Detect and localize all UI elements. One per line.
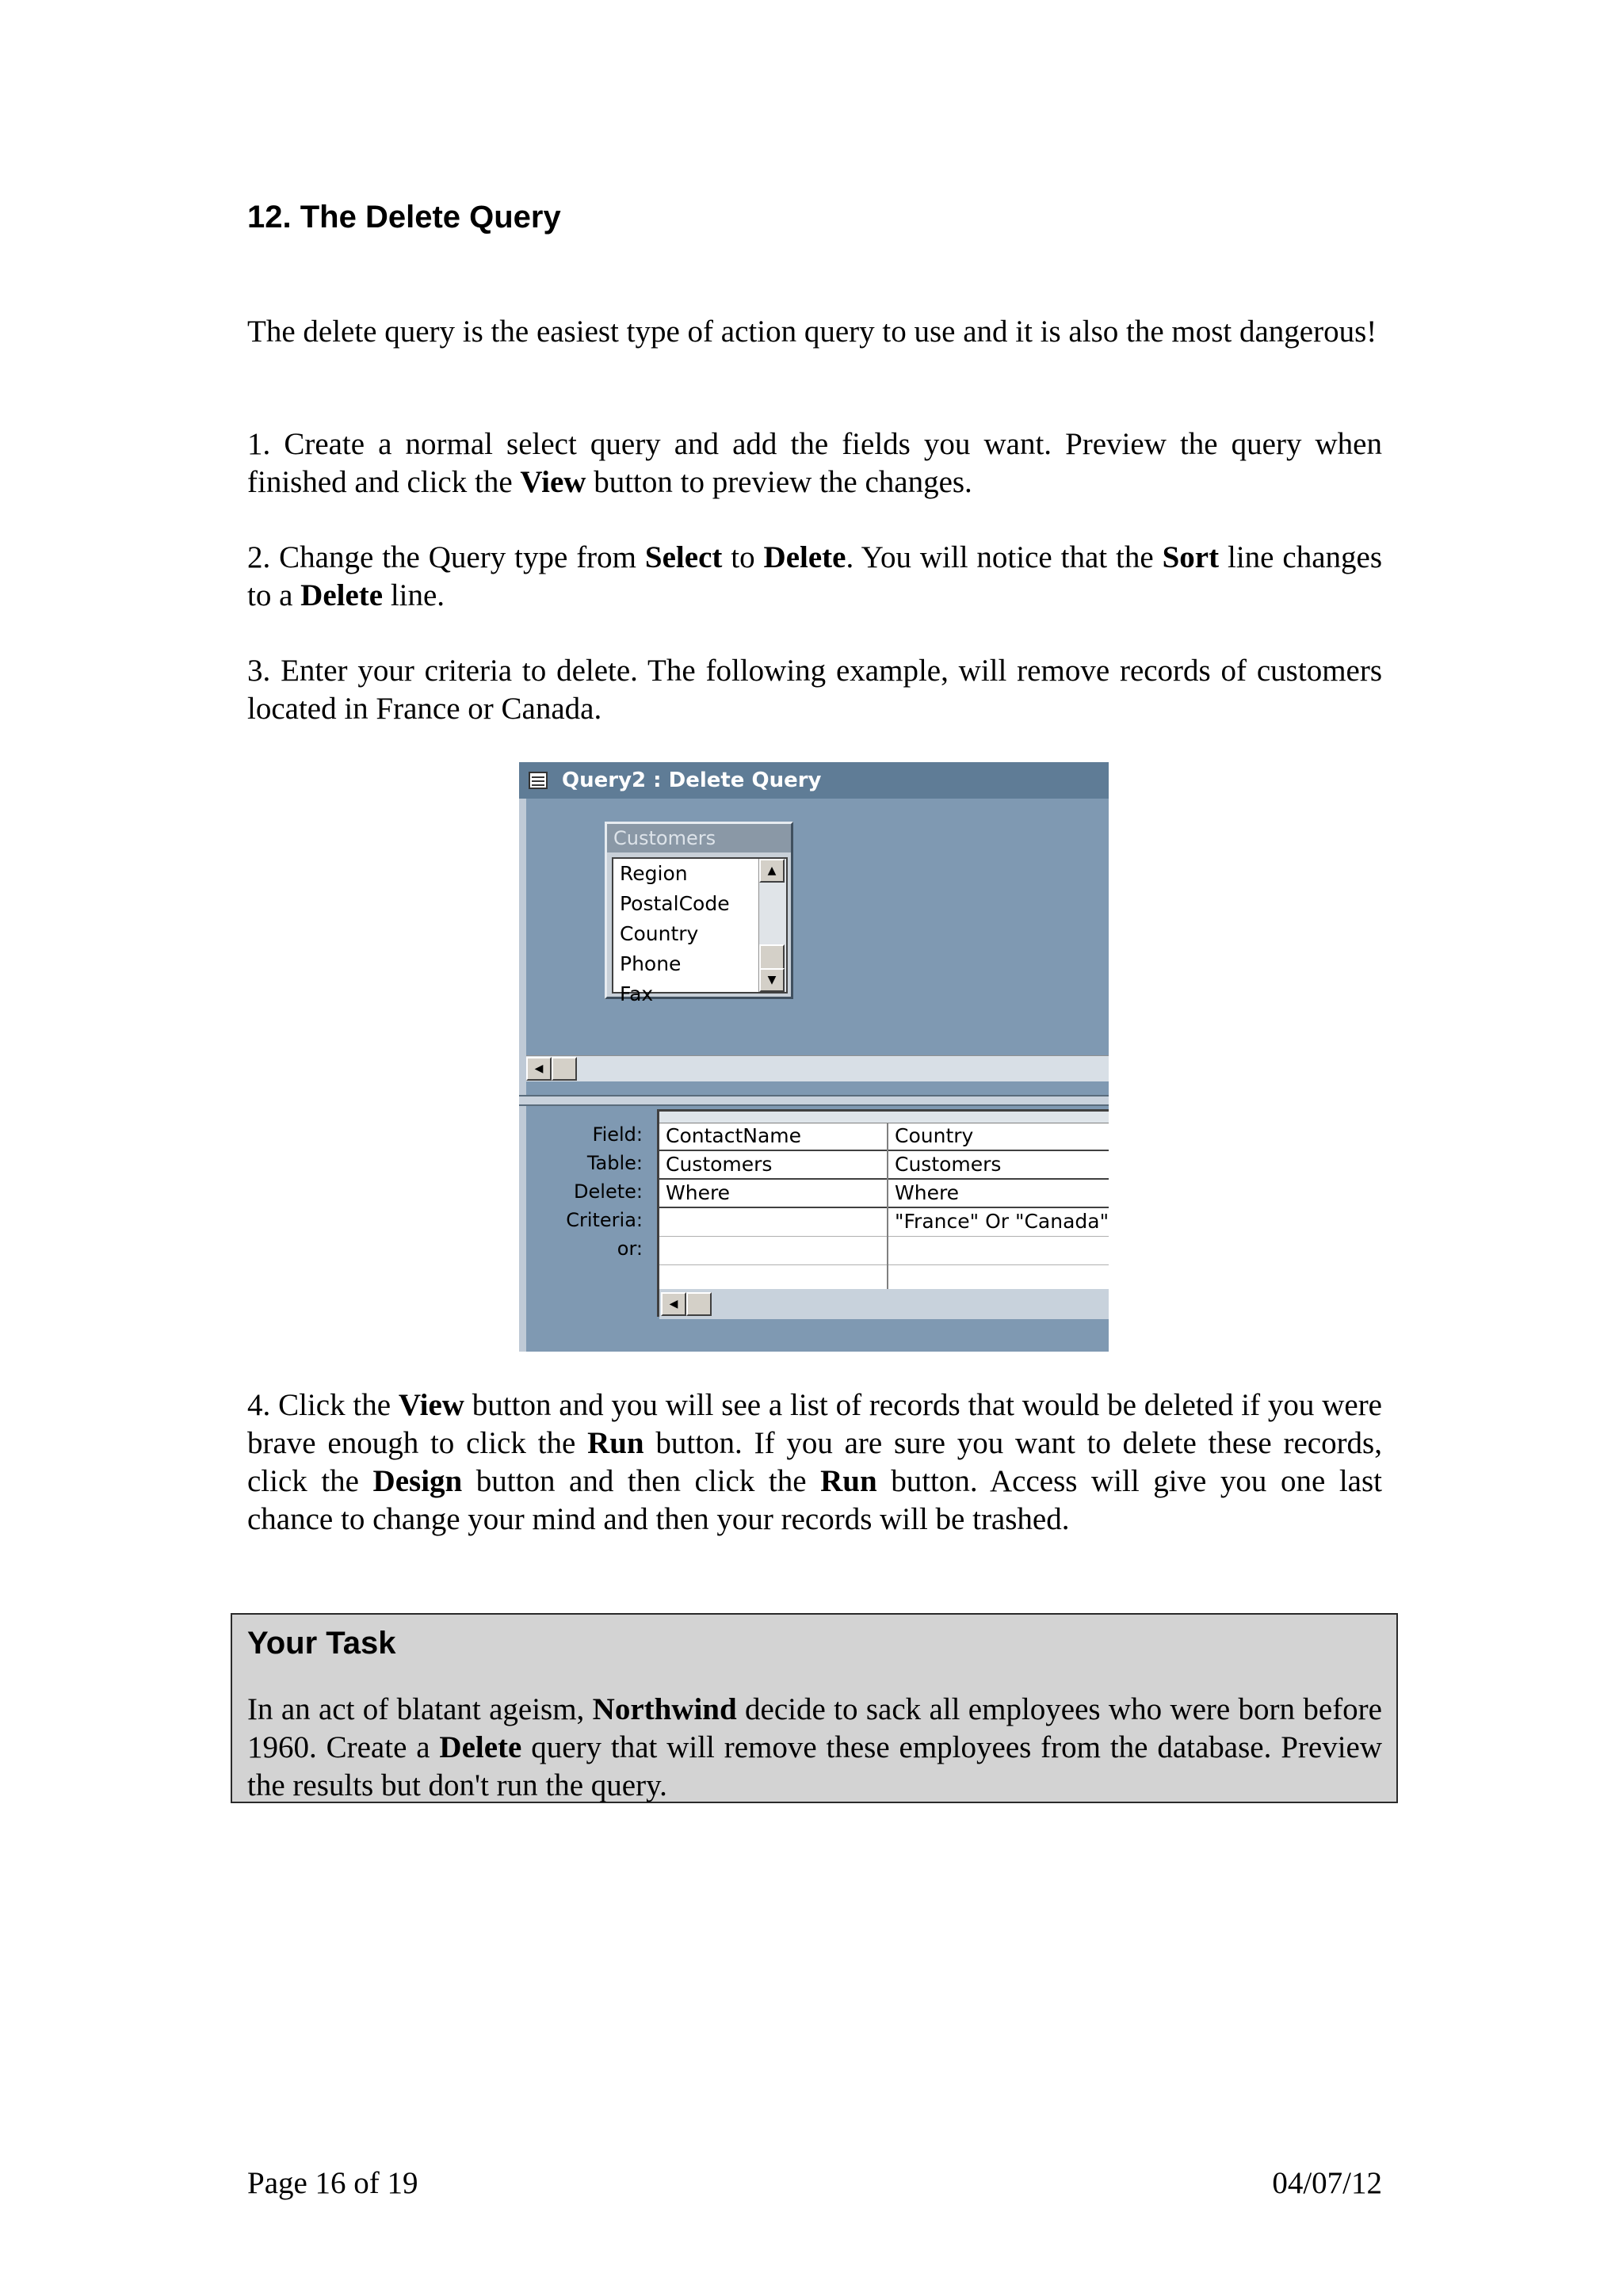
grid-row-label-field: Field:: [592, 1123, 643, 1146]
design-grid: [657, 1109, 1109, 1317]
query-design-window: [519, 762, 1109, 1352]
scroll-down-icon[interactable]: ▼: [759, 968, 785, 992]
page-number: Page 16 of 19: [247, 2166, 418, 2200]
field-item[interactable]: Fax: [620, 982, 654, 1005]
grid-row-label-criteria: Criteria:: [566, 1209, 643, 1231]
task-paragraph: In an act of blatant ageism, Northwind decide to sack all employees who were born before 1960. Create a Delete query that will remove these employees from the database. Preview the results but don't run the query.: [247, 1692, 1383, 1802]
grid-row-label-table: Table:: [586, 1152, 643, 1174]
grid-cell-criteria[interactable]: "France" Or "Canada": [888, 1208, 1109, 1237]
step-1-paragraph: 1. Create a normal select query and add the fields you want. Preview the query when finished and click the View button to preview the changes.: [247, 427, 1382, 499]
section-heading: 12. The Delete Query: [247, 200, 561, 235]
step-2-paragraph: 2. Change the Query type from Select to Delete. You will notice that the Sort line changes to a Delete line.: [247, 540, 1383, 612]
field-item[interactable]: Country: [620, 922, 699, 945]
query-window-icon: [529, 772, 548, 789]
grid-cell-field[interactable]: Country: [888, 1123, 1109, 1151]
field-item[interactable]: PostalCode: [620, 892, 730, 915]
intro-paragraph: The delete query is the easiest type of action query to use and it is also the most dangerous!: [247, 315, 1377, 349]
grid-scrollbar[interactable]: [659, 1289, 1109, 1319]
field-item[interactable]: Phone: [620, 952, 682, 975]
table-field-list[interactable]: [605, 822, 793, 1005]
footer-date: 04/07/12: [1272, 2166, 1382, 2200]
scroll-thumb[interactable]: [552, 1057, 577, 1081]
scroll-up-icon[interactable]: ▲: [759, 859, 785, 883]
field-item[interactable]: Region: [620, 862, 688, 885]
column-selector-bar[interactable]: [659, 1112, 1109, 1123]
window-title-bar: [519, 762, 1109, 799]
pane-splitter[interactable]: [519, 1095, 1109, 1106]
field-list-box: [612, 857, 788, 1005]
grid-row-label-or: or:: [617, 1238, 643, 1260]
task-heading: Your Task: [247, 1626, 396, 1661]
grid-cell-delete[interactable]: Where: [659, 1180, 887, 1208]
window-title: Query2 : Delete Query: [562, 769, 822, 792]
step-3-paragraph: 3. Enter your criteria to delete. The following example, will remove records of customers located in France or Canada.: [247, 654, 1382, 726]
scroll-left-icon[interactable]: ◀: [526, 1057, 552, 1081]
field-list-scrollbar[interactable]: [758, 859, 786, 992]
grid-cell-or[interactable]: [659, 1237, 887, 1265]
grid-cell-field[interactable]: ContactName: [659, 1123, 887, 1151]
grid-cell-table[interactable]: Customers: [888, 1151, 1109, 1180]
grid-cell-or[interactable]: [888, 1237, 1109, 1265]
grid-cell-table[interactable]: Customers: [659, 1151, 887, 1180]
step-4-paragraph: 4. Click the View button and you will see a list of records that would be deleted if you were brave enough to click the Run button. If you are sure you want to delete these records, click the Design button and then click the Run button. Access will give you one last chance to change your mind and then your records will be trashed.: [247, 1388, 1382, 1536]
grid-row-label-delete: Delete:: [574, 1180, 643, 1203]
table-field-list-title: Customers: [607, 824, 791, 852]
grid-cell-criteria[interactable]: [659, 1208, 887, 1237]
window-frame: [519, 799, 526, 1352]
your-task-box: [231, 1613, 1398, 1803]
grid-cell-delete[interactable]: Where: [888, 1180, 1109, 1208]
upper-pane-scrollbar[interactable]: [526, 1055, 1109, 1081]
scroll-thumb[interactable]: [686, 1292, 712, 1316]
scroll-left-icon[interactable]: ◀: [661, 1292, 686, 1316]
